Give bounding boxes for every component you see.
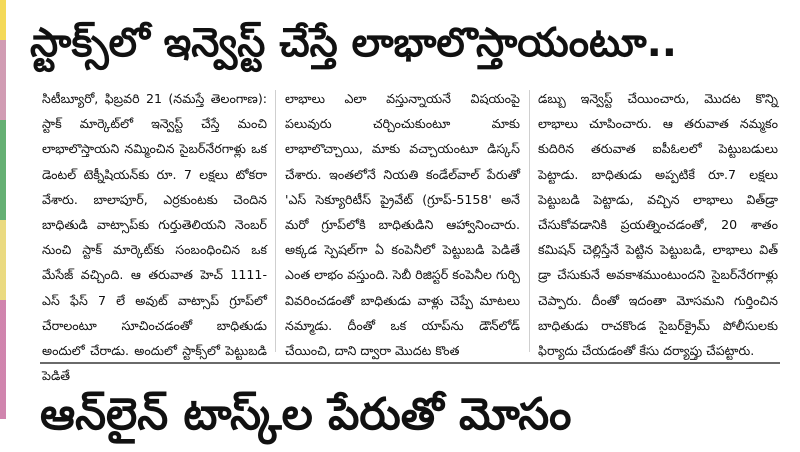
column-1-text: స్టాక్ మార్కెట్‌లో ఇన్వెస్ట్ చేస్తే మంచి లాభాలొస్తాయని నమ్మించిన సైబర్‌నేరగాళ్లు ఒక డెంటల్ టెక్నీషియన్‌కు రూ. 7 లక్షలు టోకరా వేశారు. బాలాపూర్, ఎర్రకుంటకు చెందిన బాధితుడి వాట్సాప్‌కు గుర్తుతెలియని నెంబర్ నుంచి స్టాక్ మార్కెట్‌కు సంబంధించిన ఒక మేసేజ్ వచ్చింది. ఆ తరువాత హెచ్ 1111-ఎస్ ఫేస్ 7 లే అవుట్ వాట్సాప్ గ్రూప్‌లో చేరాలంటూ సూచించడంతో బాధితుడు అందులో చేరాడు. అందులో స్టాక్స్‌లో పెట్టుబడి పెడితే (42, 116, 267, 384)
article-column-3 (538, 86, 778, 359)
column-3-text: డబ్బు ఇన్వెస్ట్ చేయించారు, మొదట కొన్ని లాభాలు చూపించారు. ఆ తరువాత నమ్మకం కుదిరిన తరువాత ఐపీఓలలో పెట్టుబడులు పెట్టాడు. బాధితుడు అప్పటికే రూ.7 లక్షలు పెట్టుబడి పెట్టాడు, వచ్చిన లాభాలు విత్‌డ్రా చేసుకోవడానికి ప్రయత్నించడంతో, 20 శాతం కమిషన్ చెల్లిస్తేనే పెట్టిన పెట్టుబడి, లాభాలు విత్ డ్రా చేసుకునే అవకాశముంటుందని సైబర్‌నేరగాళ్లు చెప్పారు. దీంతో ఇదంతా మోసమని గుర్తించిన బాధితుడు రాచకొండ సైబర్‌క్రైమ్ పోలీసులకు ఫిర్యాదు చేయడంతో కేసు దర్యాప్తు చేపట్టారు. (538, 91, 778, 359)
article-dateline: సిటీబ్యూరో, ఫిబ్రవరి 21 (నమస్తే తెలంగాణ): (42, 91, 267, 106)
article-body (40, 86, 780, 384)
article-column-1 (40, 86, 267, 384)
article-column-2 (285, 86, 520, 359)
column-divider (529, 90, 530, 352)
color-margin-strip (0, 0, 6, 419)
column-divider (275, 90, 276, 352)
next-article-headline: ఆన్‌లైన్ టాస్క్‌ల పేరుతో మోసం (40, 389, 572, 440)
article-headline: స్టాక్స్‌లో ఇన్వెస్ట్ చేస్తే లాభాలొస్తాయంటూ.. (30, 20, 677, 66)
section-divider (40, 362, 780, 364)
column-2-text: లాభాలు ఎలా వస్తున్నాయనే విషయంపై పలువురు చర్చించుకుంటూ మాకు లాభాలొచ్చాయి, మాకు వచ్చాయంటూ డిస్కస్ చేశారు. ఇంతలోనే నియతి కండేల్‌వాల్ పేరుతో 'ఎస్ సెక్యూరిటీస్ ప్రైవేట్ (గ్రూప్-5158' అనే మరో గ్రూప్‌లోకి బాధితుడిని ఆహ్వానించారు. అక్కడ స్పెషల్‌గా ఏ కంపెనీలో పెట్టుబడి పెడితే ఎంత లాభం వస్తుంది. సెబీ రిజిస్టర్ కంపెనీల గుర్చి వివరించడంతో బాధితుడు వాళ్లు చెప్పే మాటలు నమ్మాడు. దీంతో ఒక యాప్‌ను డౌన్‌లోడ్ చేయించి, దాని ద్వారా మొదట కొంత (285, 91, 520, 359)
